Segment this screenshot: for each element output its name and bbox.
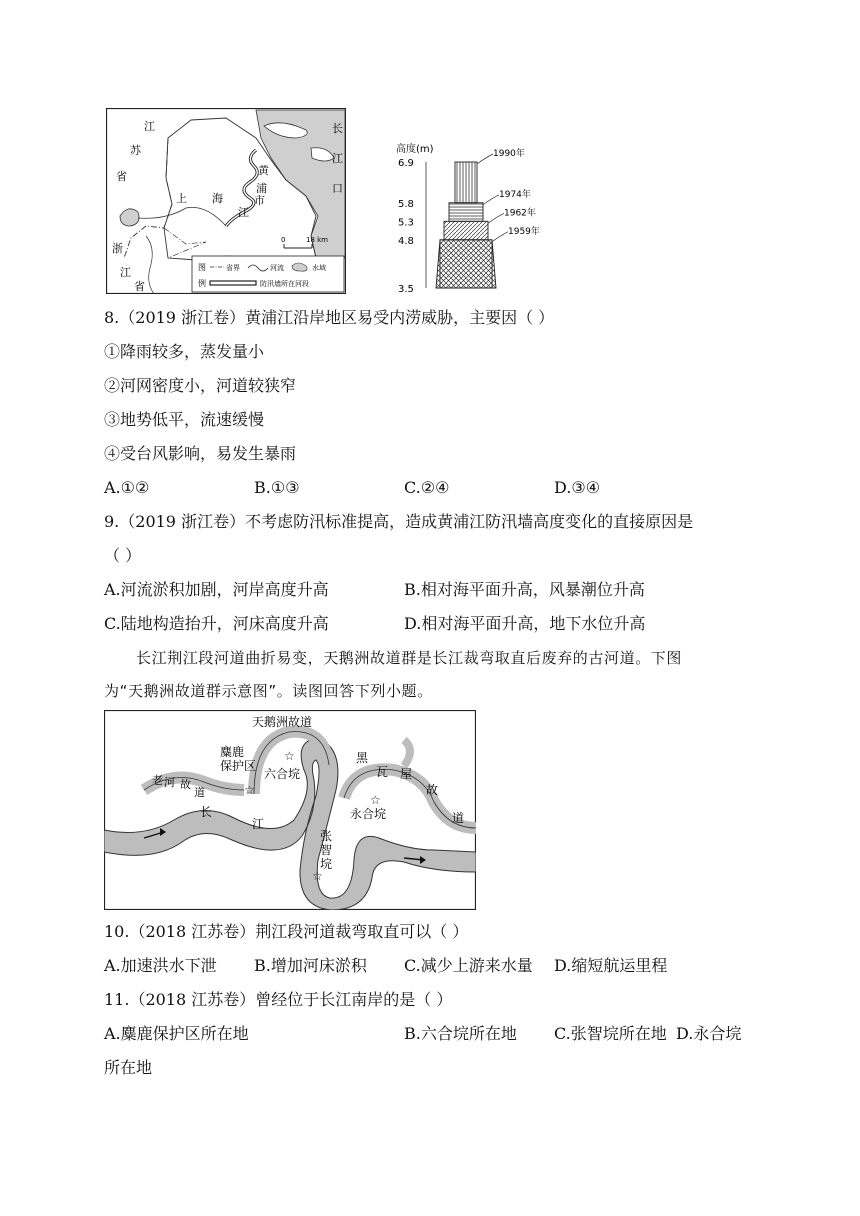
q10-option-a[interactable]: A.加速洪水下泄 bbox=[104, 956, 217, 975]
map2-laohe-2: 河 bbox=[164, 776, 175, 789]
q11-option-d[interactable]: D.永合垸 bbox=[676, 1024, 742, 1043]
map2-milu-1: 麋鹿 bbox=[220, 745, 245, 759]
legend-river: 河流 bbox=[270, 264, 284, 272]
map2-yuan: 垸 bbox=[320, 857, 333, 871]
map-label-shang: 上 bbox=[176, 192, 187, 205]
q8-option-a[interactable]: A.①② bbox=[104, 478, 150, 497]
q10-stem: 10.（2018 江苏卷）荆江段河道裁弯取直可以（ ） bbox=[104, 922, 469, 941]
q8-item-3: ③地势低平，流速缓慢 bbox=[104, 410, 265, 429]
q11-option-c[interactable]: C.张智垸所在地 bbox=[554, 1024, 667, 1043]
map-label-jiang4: 江 bbox=[332, 152, 343, 165]
chart-tick-label: 3.5 bbox=[398, 284, 414, 294]
chart-year-label: 1990年 bbox=[493, 149, 525, 159]
chart-callout-line bbox=[488, 213, 504, 223]
map-label-chang: 长 bbox=[332, 122, 343, 135]
map2-laohe-3: 故 bbox=[180, 778, 191, 791]
map-label-pu: 浦 bbox=[256, 182, 267, 195]
chart-tick-label: 5.8 bbox=[398, 198, 414, 210]
chart-bar-base bbox=[436, 240, 496, 288]
legend-li: 例 bbox=[198, 279, 206, 288]
map-label-shi: 市 bbox=[254, 194, 265, 207]
map2-zhi: 智 bbox=[320, 843, 333, 857]
q8-item-4: ④受台风影响，易发生暴雨 bbox=[104, 444, 297, 463]
chart-tick-label: 5.3 bbox=[398, 217, 414, 229]
map-label-sheng1: 省 bbox=[116, 170, 127, 183]
q8-option-c[interactable]: C.②④ bbox=[404, 478, 450, 497]
chart-callout-line bbox=[477, 154, 493, 164]
map2-title: 天鹅洲故道 bbox=[252, 715, 313, 729]
chart-bar-1962年 bbox=[444, 221, 488, 240]
q10-option-b[interactable]: B.增加河床淤积 bbox=[254, 956, 367, 975]
map2-milu-2: 保护区 bbox=[220, 759, 257, 773]
q10-option-d[interactable]: D.缩短航运里程 bbox=[554, 956, 668, 975]
svg-text:☆: ☆ bbox=[284, 749, 295, 763]
scale-zero: 0 bbox=[281, 236, 286, 244]
map-label-hai: 海 bbox=[212, 192, 223, 205]
q8-option-b[interactable]: B.①③ bbox=[254, 478, 300, 497]
chart-ylabel: 高度(m) bbox=[396, 144, 434, 155]
map2-yonghe: 永合垸 bbox=[350, 807, 387, 821]
legend-wall: 防汛墙所在河段 bbox=[260, 280, 309, 288]
map2-zhang: 张 bbox=[320, 829, 333, 843]
q11-stem: 11.（2018 江苏卷）曾经位于长江南岸的是（ ） bbox=[104, 990, 453, 1009]
map-label-kou: 口 bbox=[332, 182, 343, 195]
shanghai-map bbox=[106, 108, 346, 294]
q11-option-d-wrap: 所在地 bbox=[104, 1058, 153, 1077]
legend-water: 水域 bbox=[312, 264, 326, 272]
q8-option-d[interactable]: D.③④ bbox=[554, 478, 601, 497]
chart-callout-line bbox=[483, 195, 499, 205]
q8-item-1: ①降雨较多，蒸发量小 bbox=[104, 342, 265, 361]
q11-option-b[interactable]: B.六合垸所在地 bbox=[404, 1024, 517, 1043]
q8-item-2: ②河网密度小，河道较狭窄 bbox=[104, 376, 297, 395]
svg-text:☆: ☆ bbox=[312, 869, 323, 883]
map-label-jiang3: 江 bbox=[238, 206, 249, 219]
map2-liuhe: 六合垸 bbox=[264, 767, 301, 781]
legend-tu: 图 bbox=[198, 263, 206, 272]
map-label-jiang: 江 bbox=[144, 120, 155, 133]
passage-line-1: 长江荆江段河道曲折易变，天鹅洲故道群是长江裁弯取直后废弃的古河道。下图 bbox=[136, 649, 683, 667]
chart-tick-label: 6.9 bbox=[398, 158, 414, 169]
svg-text:☆: ☆ bbox=[370, 793, 381, 807]
q11-option-a[interactable]: A.麋鹿保护区所在地 bbox=[104, 1024, 249, 1043]
map-label-su: 苏 bbox=[130, 144, 141, 157]
map2-laohe-4: 道 bbox=[194, 786, 205, 799]
map-label-jiang2: 江 bbox=[120, 266, 131, 279]
legend-boundary: 省界 bbox=[226, 264, 240, 272]
chart-year-label: 1962年 bbox=[504, 208, 536, 219]
q10-option-c[interactable]: C.减少上游来水量 bbox=[404, 956, 533, 975]
q9-option-b[interactable]: B.相对海平面升高，风暴潮位升高 bbox=[404, 580, 645, 599]
map2-wu-1: 黑 bbox=[356, 751, 369, 765]
chart-tick-label: 4.8 bbox=[398, 235, 414, 247]
svg-text:☆: ☆ bbox=[244, 783, 255, 797]
map2-chang: 长 bbox=[200, 805, 213, 819]
scale-value: 18 km bbox=[306, 236, 329, 244]
chart-callout-line bbox=[492, 232, 508, 242]
q9-stem-cont: （ ） bbox=[104, 546, 142, 565]
map2-jiang: 江 bbox=[252, 817, 265, 831]
passage-line-2: 为“天鹅洲故道群示意图”。读图回答下列小题。 bbox=[104, 682, 433, 700]
map2-wu-5: 道 bbox=[452, 811, 465, 825]
map-label-sheng2: 省 bbox=[134, 280, 145, 293]
map2-laohe-1: 老 bbox=[152, 774, 163, 787]
map-label-huang: 黄 bbox=[258, 164, 269, 177]
chart-year-label: 1959年 bbox=[508, 226, 540, 237]
q9-option-c[interactable]: C.陆地构造抬升，河床高度升高 bbox=[104, 614, 329, 633]
q9-option-d[interactable]: D.相对海平面升高，地下水位升高 bbox=[404, 614, 646, 633]
chart-bar-1974年 bbox=[449, 203, 483, 222]
flood-wall-height-chart bbox=[396, 128, 556, 294]
q9-option-a[interactable]: A.河流淤积加剧，河岸高度升高 bbox=[104, 580, 329, 599]
tianezhou-map bbox=[104, 710, 476, 910]
map-label-zhe: 浙 bbox=[112, 242, 123, 255]
map2-wu-4: 故 bbox=[426, 783, 439, 797]
q8-stem: 8.（2019 浙江卷）黄浦江沿岸地区易受内涝威胁，主要因（ ） bbox=[104, 308, 555, 327]
chart-year-label: 1974年 bbox=[499, 189, 531, 200]
map2-wu-3: 屋 bbox=[400, 767, 413, 781]
q9-stem: 9.（2019 浙江卷）不考虑防汛标准提高，造成黄浦江防汛墙高度变化的直接原因是 bbox=[104, 512, 694, 531]
map2-wu-2: 瓦 bbox=[376, 765, 389, 779]
chart-bar-1990年 bbox=[455, 162, 477, 203]
